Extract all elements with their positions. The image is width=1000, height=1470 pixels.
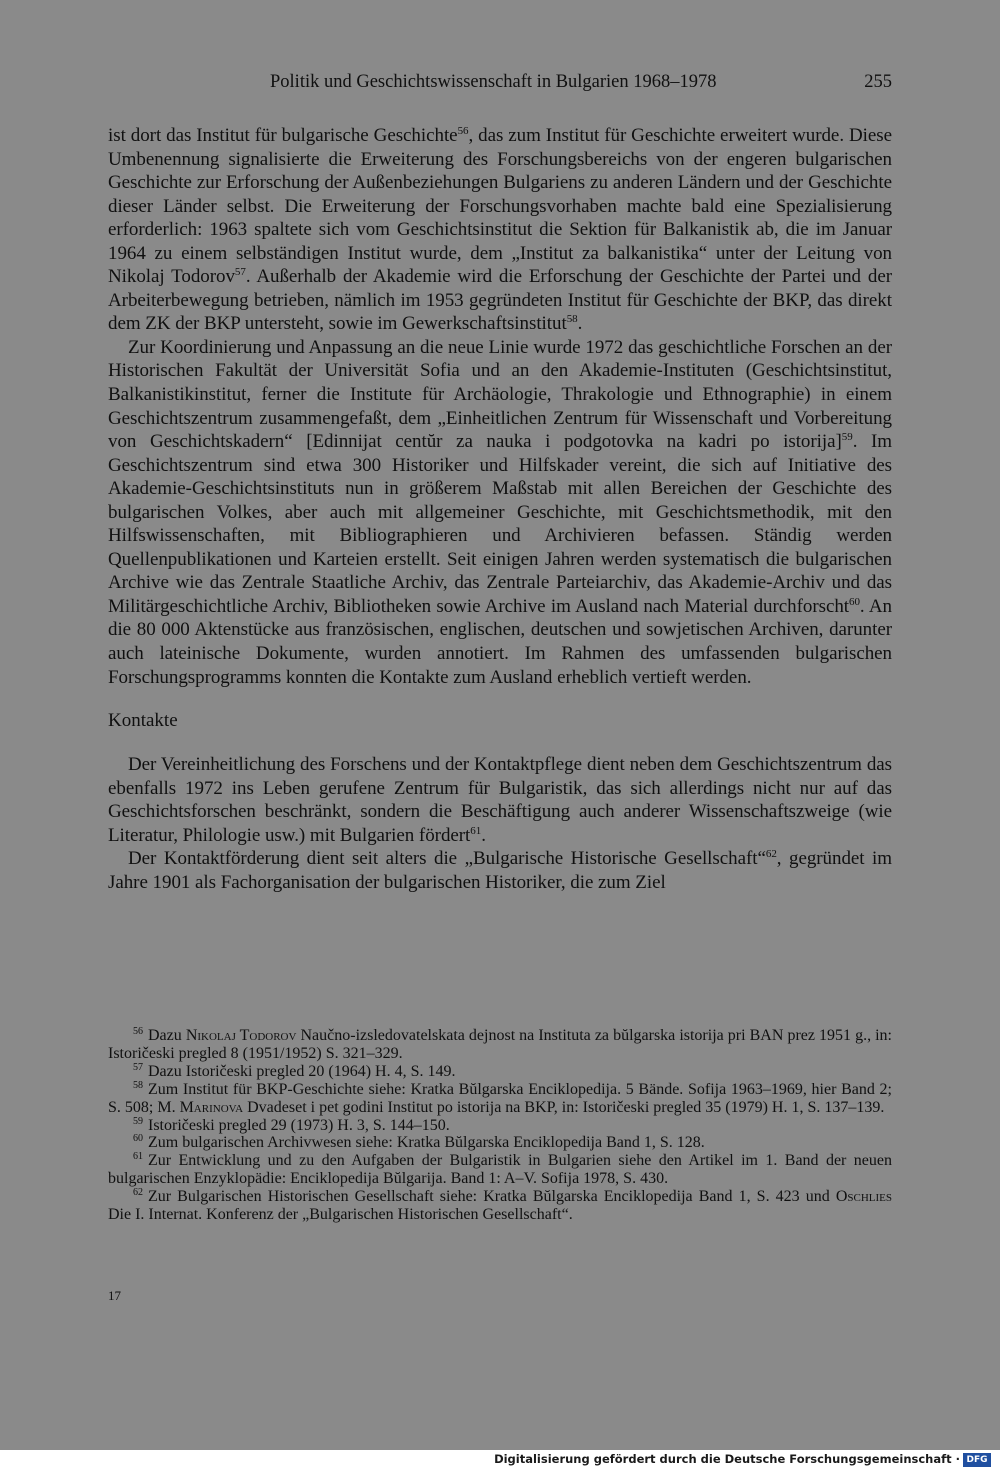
footnote-text: Istoričeski pregled 29 (1973) H. 3, S. 144–150. [148,1116,450,1134]
footnote-number: 56 [133,1026,143,1037]
footnote-text: Zur Bulgarischen Historischen Gesellschaft siehe: Kratka Bŭlgarska Enciklopedija Band 1, S. 423 und [148,1188,836,1206]
footer-bar [0,1450,1000,1470]
footnote-text: Dazu [148,1027,186,1044]
footnote-text: Zum Institut für BKP-Geschichte siehe: Kratka Bŭlgarska Enciklopedija. 5 Bände. Sofija 1963–1969, hier Band 2; S. 508; M. [108,1080,892,1116]
footnote [108,1117,892,1135]
text-run: Der Kontaktförderung dient seit alters die „Bulgarische Historische Gesellschaft“ [128,848,766,870]
text-run: Der Vereinheitlichung des Forschens und der Kontaktpflege dient neben dem Geschichtszentrum das ebenfalls 1972 ins Leben gerufene Zentrum für Bulgaristik, das sich allerdings nicht nur auf das Geschichtsforschen beschränkt, sondern die Beschäftigung auch anderer Wissenschaftszweige (wie Literatur, Philologie usw.) mit Bulgarien fördert [108,754,892,846]
footnote-text: Die I. Internat. Konferenz der „Bulgarischen Historischen Gesellschaft“. [108,1206,573,1224]
footnote-ref-57: 57 [234,266,246,279]
body-text [108,124,892,894]
footnote-ref-62: 62 [765,848,777,861]
footnote [108,1081,892,1117]
footnote [108,1027,892,1063]
footnote-author: Oschlies [835,1188,892,1206]
footnote-number: 62 [133,1187,143,1199]
paragraph-4 [108,847,892,894]
footnotes [108,1027,892,1224]
text-run: Zur Koordinierung und Anpassung an die neue Linie wurde 1972 das geschichtliche Forschen an der Historischen Fakultät der Universität Sofia und an den Akademie-Instituten (Geschichtsinstitut, Balkanistikinstitut, ferner die Institute für Archäologie, Thrakologie und Ethnographie) in einem Geschichtszentrum zusammengefaßt, dem „Einheitlichen Zentrum für Wissenschaft und Vorbereitung von Geschichtskadern“ [Edinnijat centŭr za nauka i podgotovka na kadri po istorija] [108,336,892,453]
footnote-ref-60: 60 [849,595,860,608]
footnote-number: 60 [133,1133,143,1145]
footnote-ref-59: 59 [841,431,853,444]
footnote-number: 58 [133,1079,143,1091]
text-run: . An die 80 000 Aktenstücke aus französischen, englischen, deutschen und sowjetischen Archiven, darunter auch lateinische Dokumente, wurden annotiert. Im Rahmen des umfassenden bulgarischen Forschungsprogramms konnten die Kontakte zum Ausland erheblich vertieft werden. [108,595,892,688]
footnote-number: 59 [133,1115,143,1127]
footnote [108,1063,892,1081]
text-run: ist dort das Institut für bulgarische Geschichte [108,125,458,146]
footnote-text: Dazu Istoričeski pregled 20 (1964) H. 4, S. 149. [148,1062,456,1080]
footnote-ref-61: 61 [470,824,482,837]
footnote-text: Naučno-izsledovatelskata dejnost na Instituta za bŭlgarska istorija pri BAN prez 1951 g., in: Istoričeski pregled 8 (1951/1952) S. 321–329. [108,1027,893,1062]
page-number: 255 [864,72,892,92]
footnote [108,1152,892,1188]
footnote-number: 57 [133,1061,143,1073]
text-run: , gegründet im Jahre 1901 als Fachorganisation der bulgarischen Historiker, die zum Ziel [108,848,892,893]
text-run: . [481,824,486,846]
footnote-author: Nikolaj Todorov [185,1027,297,1044]
footnote-ref-56: 56 [457,125,469,137]
footnote-text: Zur Entwicklung und zu den Aufgaben der Bulgaristik in Bulgarien siehe den Artikel im 1. Band der neuen bulgarischen Enzyklopädie: Enciklopedija Bŭlgarija. Band 1: A–V. Sofija 1978, S. 430. [108,1152,892,1188]
text-run: , das zum Institut für Geschichte erweitert wurde. Diese Umbenennung signalisierte die Erweiterung des Forschungsbereichs von der engeren bulgarischen Geschichte zur Erforschung der Außenbeziehungen Bulgariens zu anderen Ländern und der Geschichte dieser Länder selbst. Die Erweiterung der Forschungsvorhaben machte bald eine Spezialisierung erforderlich: 1963 spaltete sich vom Geschichtsinstitut die Sektion für Balkanistik ab, die im Januar 1964 zu einem selbständigen Institut wurde, dem „Institut za balkanistika“ unter der Leitung von Nikolaj Todorov [108,125,892,288]
footnote [108,1134,892,1152]
footnote-author: Marinova [179,1098,244,1116]
sheet-signature: 17 [108,1288,121,1303]
footnote-ref-58: 58 [566,313,578,326]
dfg-logo-icon: DFG [963,1453,991,1467]
text-run: . [577,313,583,335]
footnote-text: Zum bulgarischen Archivwesen siehe: Kratka Bŭlgarska Enciklopedija Band 1, S. 128. [148,1134,705,1152]
paragraph-2 [108,336,892,689]
funding-notice: Digitalisierung gefördert durch die Deutsche Forschungsgemeinschaft · [494,1452,960,1466]
running-title: Politik und Geschichtswissenschaft in Bulgarien 1968–1978 [270,72,717,92]
paragraph-1 [108,124,892,336]
footnote-number: 61 [133,1151,143,1163]
footnote [108,1188,892,1224]
text-run: . Im Geschichtszentrum sind etwa 300 Historiker und Hilfskader vereint, die sich auf Initiative des Akademie-Geschichtsinstituts nun in größerem Maßstab mit allen Bereichen der Geschichte des bulgarischen Volkes, aber auch mit allgemeiner Geschichte, mit Geschichtsmethodik, mit den Hilfswissenschaften, mit Bibliographieren und Archivieren befassen. Ständig werden Quellenpublikationen und Karteien erstellt. Seit einigen Jahren werden systematisch die bulgarischen Archive wie das Zentrale Staatliche Archiv, das Zentrale Parteiarchiv, das Akademie-Archiv und das Militärgeschichtliche Archiv, Bibliotheken sowie Archive im Ausland nach Material durchforscht [108,431,892,617]
footnote-text: Dvadeset i pet godini Institut po istorija na BKP, in: Istoričeski pregled 35 (1979) H. 1, S. 137–139. [243,1098,885,1116]
text-run: . Außerhalb der Akademie wird die Erforschung der Geschichte der Partei und der Arbeiterbewegung betrieben, nämlich im 1953 gegründeten Institut für Geschichte der BKP, das direkt dem ZK der BKP untersteht, sowie im Gewerkschaftsinstitut [108,266,892,335]
running-head [108,72,892,98]
section-heading: Kontakte [108,710,178,732]
paragraph-3 [108,753,892,847]
